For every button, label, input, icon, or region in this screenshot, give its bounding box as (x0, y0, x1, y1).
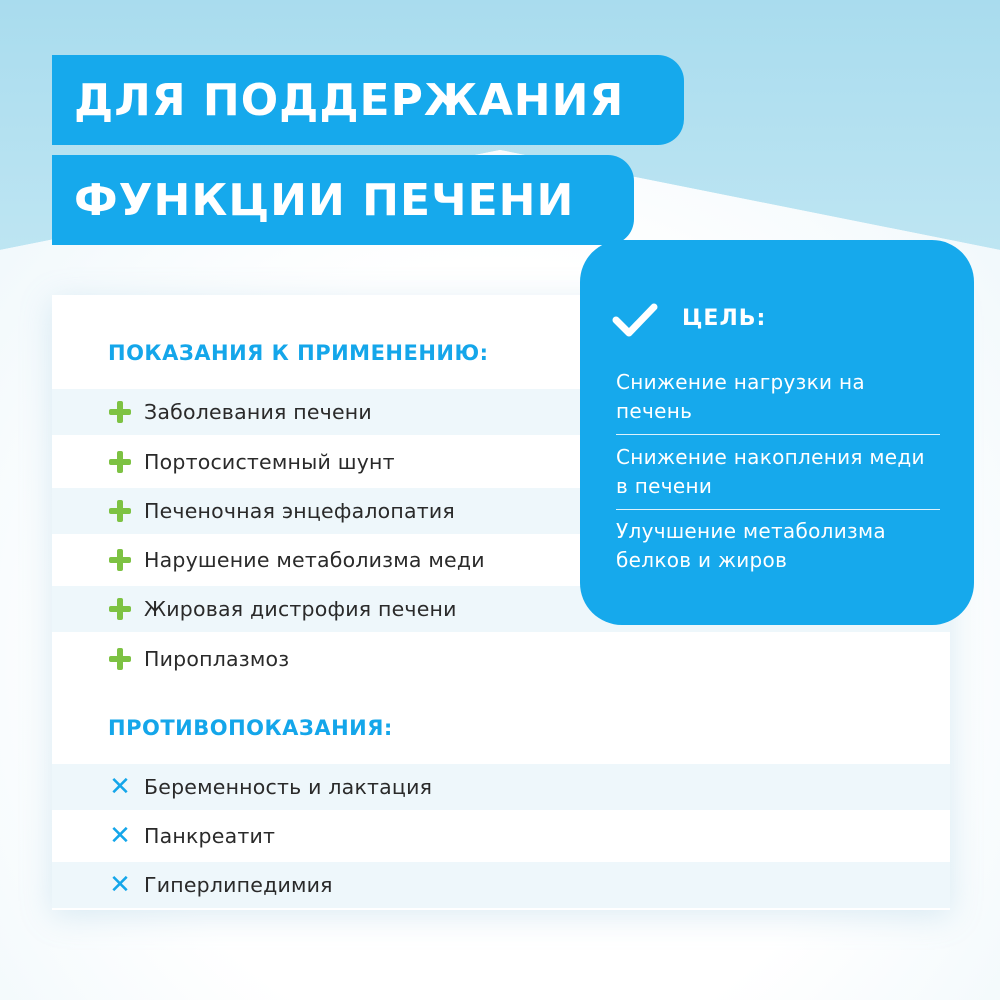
goal-divider (616, 509, 940, 510)
plus-icon (108, 499, 132, 523)
plus-icon (108, 647, 132, 671)
indication-label: Портосистемный шунт (144, 450, 395, 474)
indication-label: Жировая дистрофия печени (144, 597, 457, 621)
contraindication-label: Панкреатит (144, 824, 276, 848)
title-line-2: ФУНКЦИИ ПЕЧЕНИ (52, 155, 634, 245)
plus-icon (108, 548, 132, 572)
checkmark-icon (612, 302, 658, 338)
contraindication-item (52, 813, 950, 859)
goal-item: Снижение нагрузки на печень (616, 370, 865, 423)
indication-item (52, 636, 950, 682)
goal-divider (616, 434, 940, 435)
indications-heading: ПОКАЗАНИЯ К ПРИМЕНЕНИЮ: (108, 341, 489, 365)
contraindication-label: Гиперлипедимия (144, 873, 333, 897)
contraindication-item (52, 764, 950, 810)
title-line-1: ДЛЯ ПОДДЕРЖАНИЯ (52, 55, 684, 145)
goal-box (580, 240, 974, 625)
plus-icon (108, 450, 132, 474)
cross-icon: ✕ (109, 870, 131, 900)
indication-label: Пироплазмоз (144, 647, 290, 671)
plus-icon (108, 400, 132, 424)
goal-item: Снижение накопления меди в печени (616, 445, 925, 498)
indication-label: Заболевания печени (144, 400, 372, 424)
cross-icon: ✕ (109, 821, 131, 851)
indication-label: Печеночная энцефалопатия (144, 499, 455, 523)
contraindications-heading: ПРОТИВОПОКАЗАНИЯ: (108, 716, 393, 740)
goal-title: ЦЕЛЬ: (682, 306, 767, 331)
goal-item: Улучшение метаболизма белков и жиров (616, 519, 886, 572)
indication-label: Нарушение метаболизма меди (144, 548, 485, 572)
plus-icon (108, 597, 132, 621)
cross-icon: ✕ (109, 772, 131, 802)
contraindication-label: Беременность и лактация (144, 775, 433, 799)
contraindication-item (52, 862, 950, 908)
